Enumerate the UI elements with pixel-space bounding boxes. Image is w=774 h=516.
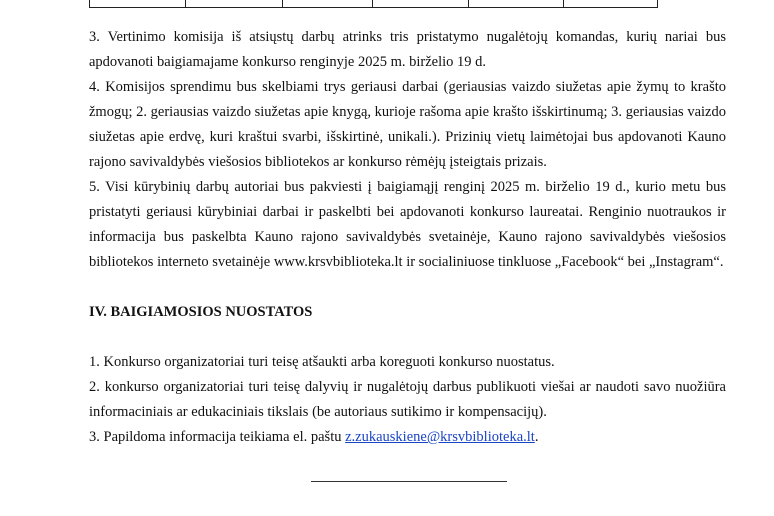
document-content	[89, 25, 726, 450]
paragraph-best-works: 4. Komisijos sprendimu bus skelbiami trys geriausi darbai (geriausias vaizdo siužetas apie žymų to krašto žmogų; 2. geriausias vaizdo siužetas apie knygą, kurioje rašoma apie krašto išskirtinumą; 3. geriausias vaizdo siužetas apie erdvę, kuri kraštui svarbi, išskirtinė, unikali.). Prizinių vietų laimėtojai bus apdovanoti Kauno rajono savivaldybės viešosios bibliotekos ar konkurso rėmėjų įsteigtais prizais.	[89, 79, 726, 170]
paragraph-cancel-rights: 1. Konkurso organizatoriai turi teisę atšaukti arba koreguoti konkurso nuostatus.	[89, 354, 555, 370]
table-cell	[564, 0, 658, 8]
score-table	[89, 0, 658, 8]
table-cell	[373, 0, 469, 8]
table-cell	[283, 0, 373, 8]
contact-prefix: 3. Papildoma informacija teikiama el. paštu	[89, 429, 346, 445]
section-heading: IV. BAIGIAMOSIOS NUOSTATOS	[89, 304, 313, 320]
email-link[interactable]: z.zukauskiene@krsvbiblioteka.lt	[345, 429, 535, 445]
table-cell	[90, 0, 186, 8]
paragraph-contact-info	[89, 425, 726, 450]
table-cell	[186, 0, 283, 8]
paragraph-final-event: 5. Visi kūrybinių darbų autoriai bus pakviesti į baigiamąjį renginį 2025 m. birželio 19 d., kurio metu bus pristatyti geriausi kūrybiniai darbai ir paskelbti bei apdovanoti konkurso laureatai. Renginio nuotraukos ir informacija bus paskelbta Kauno rajono savivaldybės svetainėje, Kauno rajono savivaldybės viešosios bibliotekos interneto svetainėje www.krsvbiblioteka.lt ir socialiniuose tinkluose „Facebook“ bei „Instagram“.	[89, 179, 726, 270]
paragraph-commission-selection: 3. Vertinimo komisija iš atsiųstų darbų atrinks tris pristatymo nugalėtojų komandas, kurių nariai bus apdovanoti baigiamajame konkurso renginyje 2025 m. birželio 19 d.	[89, 29, 726, 70]
paragraph-publication-rights: 2. konkurso organizatoriai turi teisę dalyvių ir nugalėtojų darbus publikuoti viešai ar naudoti savo nuožiūra informaciniais ar edukaciniais tikslais (be autoriaus sutikimo ir kompensacijų).	[89, 379, 726, 420]
table-row	[90, 0, 658, 8]
contact-suffix: .	[534, 429, 539, 445]
table-cell	[469, 0, 564, 8]
closing-divider-line	[311, 481, 507, 482]
